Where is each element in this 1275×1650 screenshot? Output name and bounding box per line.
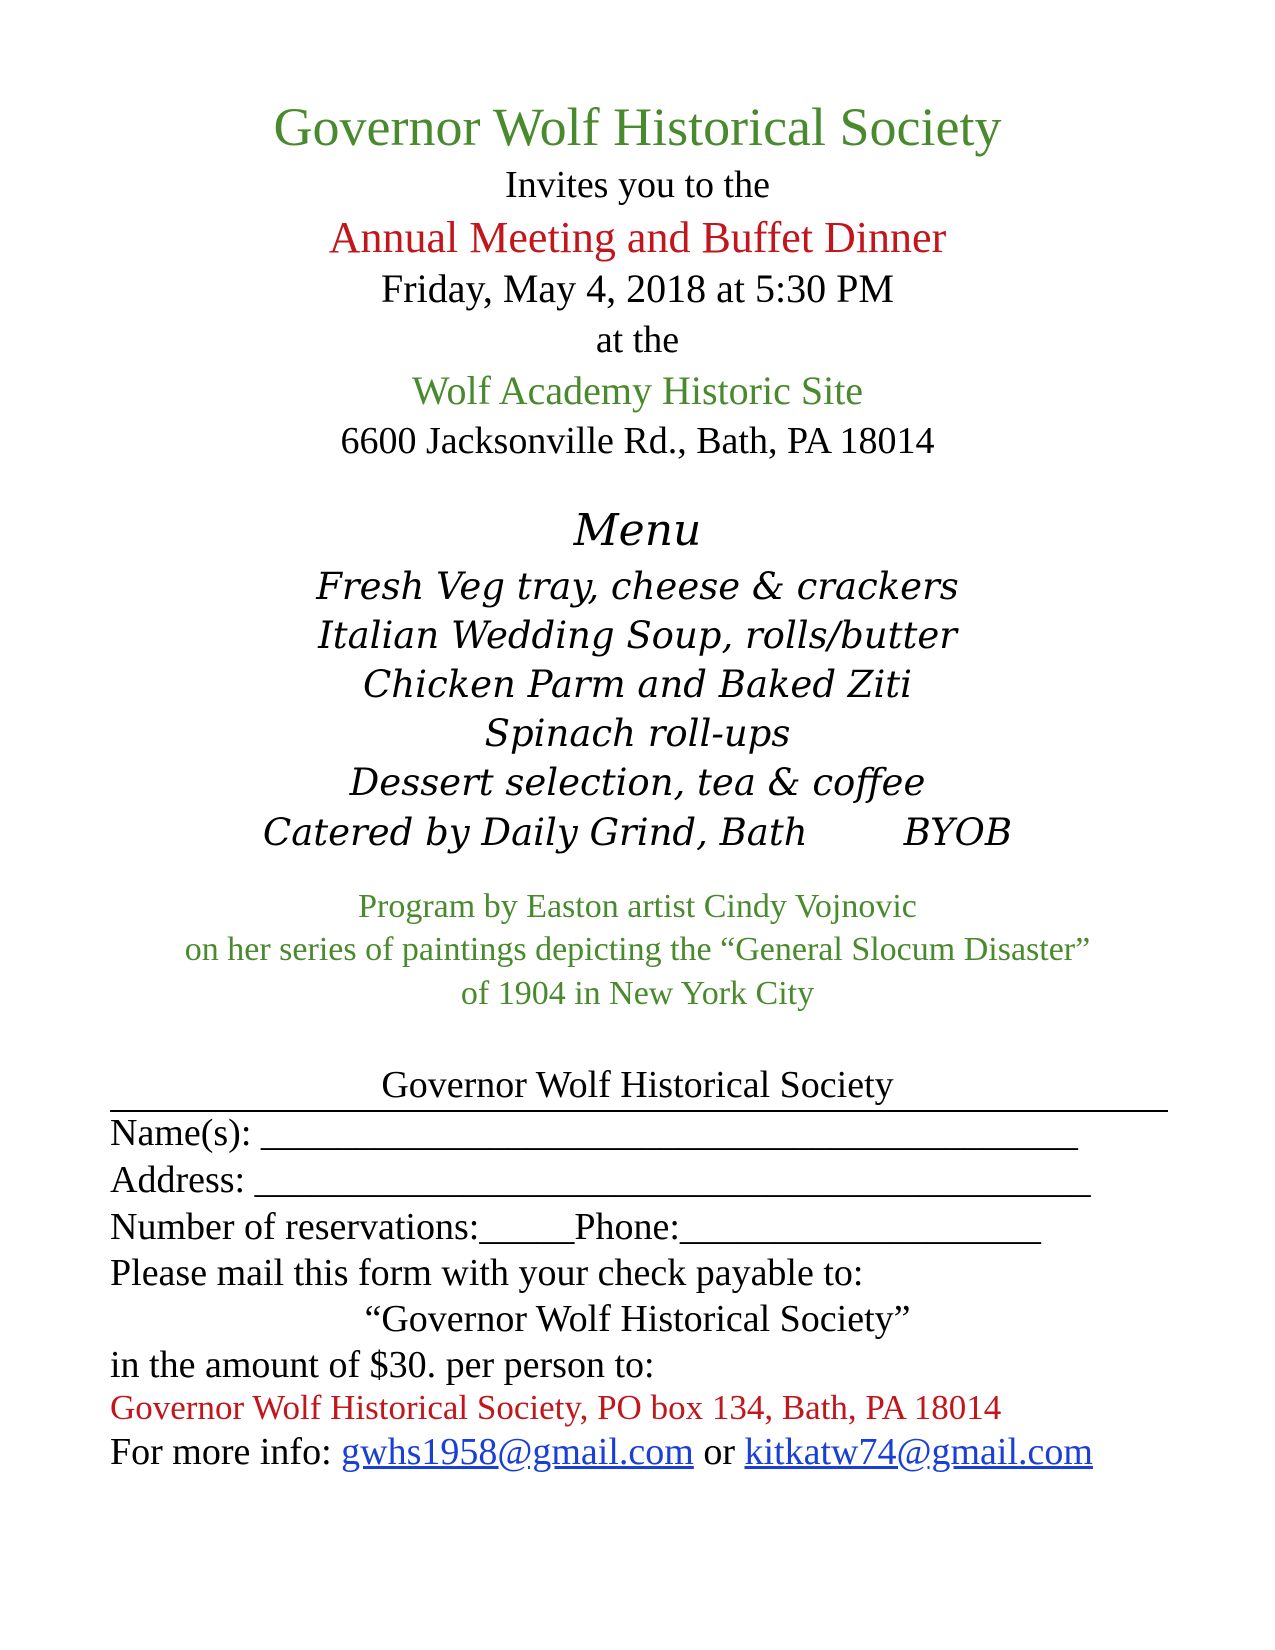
more-info-label: For more info: <box>110 1431 332 1473</box>
program-line-1: Program by Easton artist Cindy Vojnovic <box>358 888 917 925</box>
menu-item: Spinach roll-ups <box>484 712 791 755</box>
email-link-kitkat[interactable]: kitkatw74@gmail.com <box>744 1431 1093 1473</box>
amount-line: in the amount of $30. per person to: <box>110 1344 655 1386</box>
mailing-address: Governor Wolf Historical Society, PO box 134, Bath, PA 18014 <box>110 1388 1002 1427</box>
program-line-2: on her series of paintings depicting the “General Slocum Disaster” <box>184 931 1091 968</box>
name-field[interactable]: ___________________________________________ <box>260 1112 1078 1154</box>
venue-name: Wolf Academy Historic Site <box>411 368 864 413</box>
phone-field[interactable]: ___________________ <box>679 1206 1041 1248</box>
address-field[interactable]: ____________________________________________ <box>254 1159 1091 1201</box>
caterer: Catered by Daily Grind, Bath <box>262 811 808 854</box>
organization-title: Governor Wolf Historical Society <box>273 97 1002 157</box>
menu-item: Dessert selection, tea & coffee <box>349 761 926 804</box>
menu-heading: Menu <box>573 505 702 556</box>
payee: “Governor Wolf Historical Society” <box>364 1298 911 1340</box>
or-text: or <box>703 1431 735 1473</box>
catering-line <box>0 811 1275 854</box>
name-label: Name(s): <box>110 1112 252 1154</box>
form-title: Governor Wolf Historical Society <box>381 1064 894 1106</box>
menu-item: Italian Wedding Soup, rolls/butter <box>318 614 957 657</box>
email-link-gwhs[interactable]: gwhs1958@gmail.com <box>341 1431 694 1473</box>
at-the-line: at the <box>595 319 680 361</box>
event-name: Annual Meeting and Buffet Dinner <box>328 213 947 262</box>
menu-item: Fresh Veg tray, cheese & crackers <box>316 565 959 608</box>
menu-item: Chicken Parm and Baked Ziti <box>362 663 913 706</box>
reservations-field[interactable]: _____ <box>479 1206 575 1248</box>
address-row <box>110 1161 1091 1199</box>
mail-instructions: Please mail this form with your check payable to: <box>110 1252 864 1294</box>
address-label: Address: <box>110 1159 246 1201</box>
byob-note: BYOB <box>903 811 1013 854</box>
event-date-time: Friday, May 4, 2018 at 5:30 PM <box>381 266 894 311</box>
name-row <box>110 1114 1078 1152</box>
reservations-label: Number of reservations: <box>110 1206 480 1248</box>
program-line-3: of 1904 in New York City <box>460 975 815 1012</box>
more-info-row <box>110 1433 1093 1471</box>
reservations-row <box>110 1208 1041 1246</box>
invites-line: Invites you to the <box>505 164 770 206</box>
venue-address: 6600 Jacksonville Rd., Bath, PA 18014 <box>340 420 935 462</box>
phone-label: Phone: <box>574 1206 680 1248</box>
